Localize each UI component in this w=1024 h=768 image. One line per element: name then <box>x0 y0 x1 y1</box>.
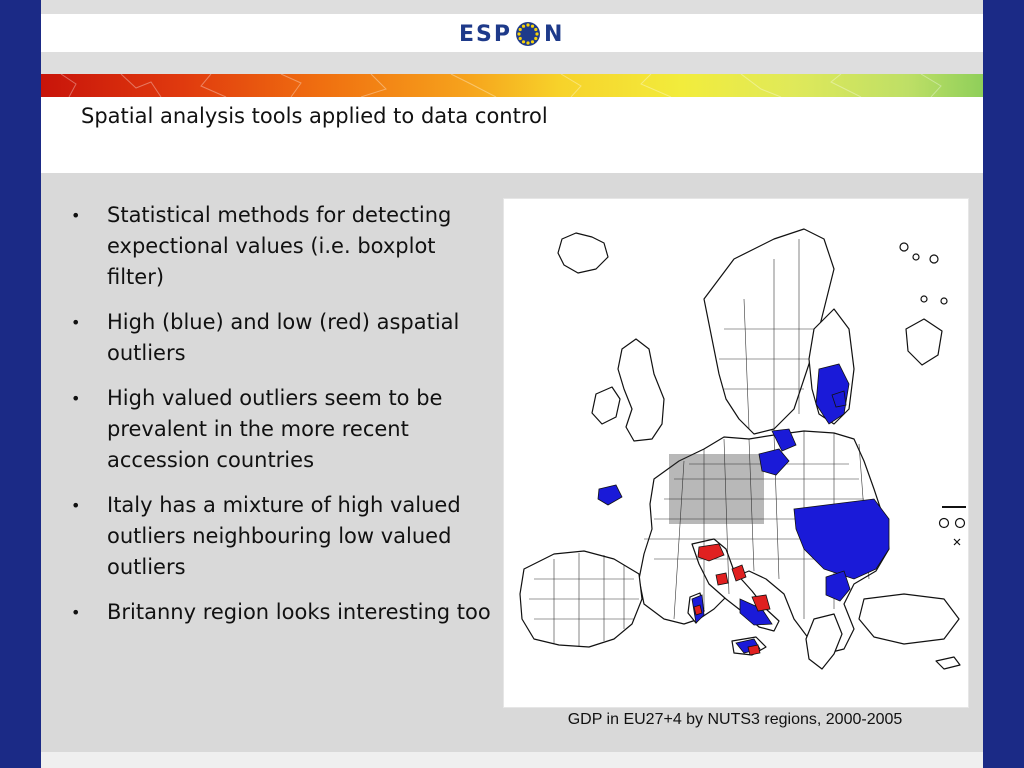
bullet-marker: • <box>71 313 81 332</box>
bullet-text: Britanny region looks interesting too <box>107 600 491 624</box>
slide-title: Spatial analysis tools applied to data control <box>81 104 548 128</box>
bullet-marker: • <box>71 389 81 408</box>
logo-text-right: N <box>544 21 565 47</box>
bullet-item <box>65 383 495 476</box>
bullet-text: Italy has a mixture of high valued outliers neighbouring low valued outliers <box>107 493 461 579</box>
bullet-marker: • <box>71 206 81 225</box>
bullet-text: High (blue) and low (red) aspatial outliers <box>107 310 460 365</box>
bullet-marker: • <box>71 496 81 515</box>
europe-outlier-map <box>503 198 969 708</box>
eu-stars-icon <box>515 21 541 47</box>
map-caption: GDP in EU27+4 by NUTS3 regions, 2000-2005 <box>567 711 903 728</box>
map-graphic <box>504 199 968 707</box>
color-band <box>41 74 983 97</box>
bullet-item <box>65 200 495 293</box>
bullet-list <box>65 200 495 642</box>
bullet-item <box>65 597 495 628</box>
bullet-item <box>65 490 495 583</box>
bullet-item <box>65 307 495 369</box>
espon-logo <box>459 19 564 49</box>
logo-text-left: ESP <box>459 21 512 47</box>
slide <box>41 0 983 768</box>
bullet-text: Statistical methods for detecting expectional values (i.e. boxplot filter) <box>107 203 452 289</box>
bullet-marker: • <box>71 603 81 622</box>
bullet-text: High valued outliers seem to be prevalent in the more recent accession countries <box>107 386 443 472</box>
footer-strip <box>41 752 983 768</box>
